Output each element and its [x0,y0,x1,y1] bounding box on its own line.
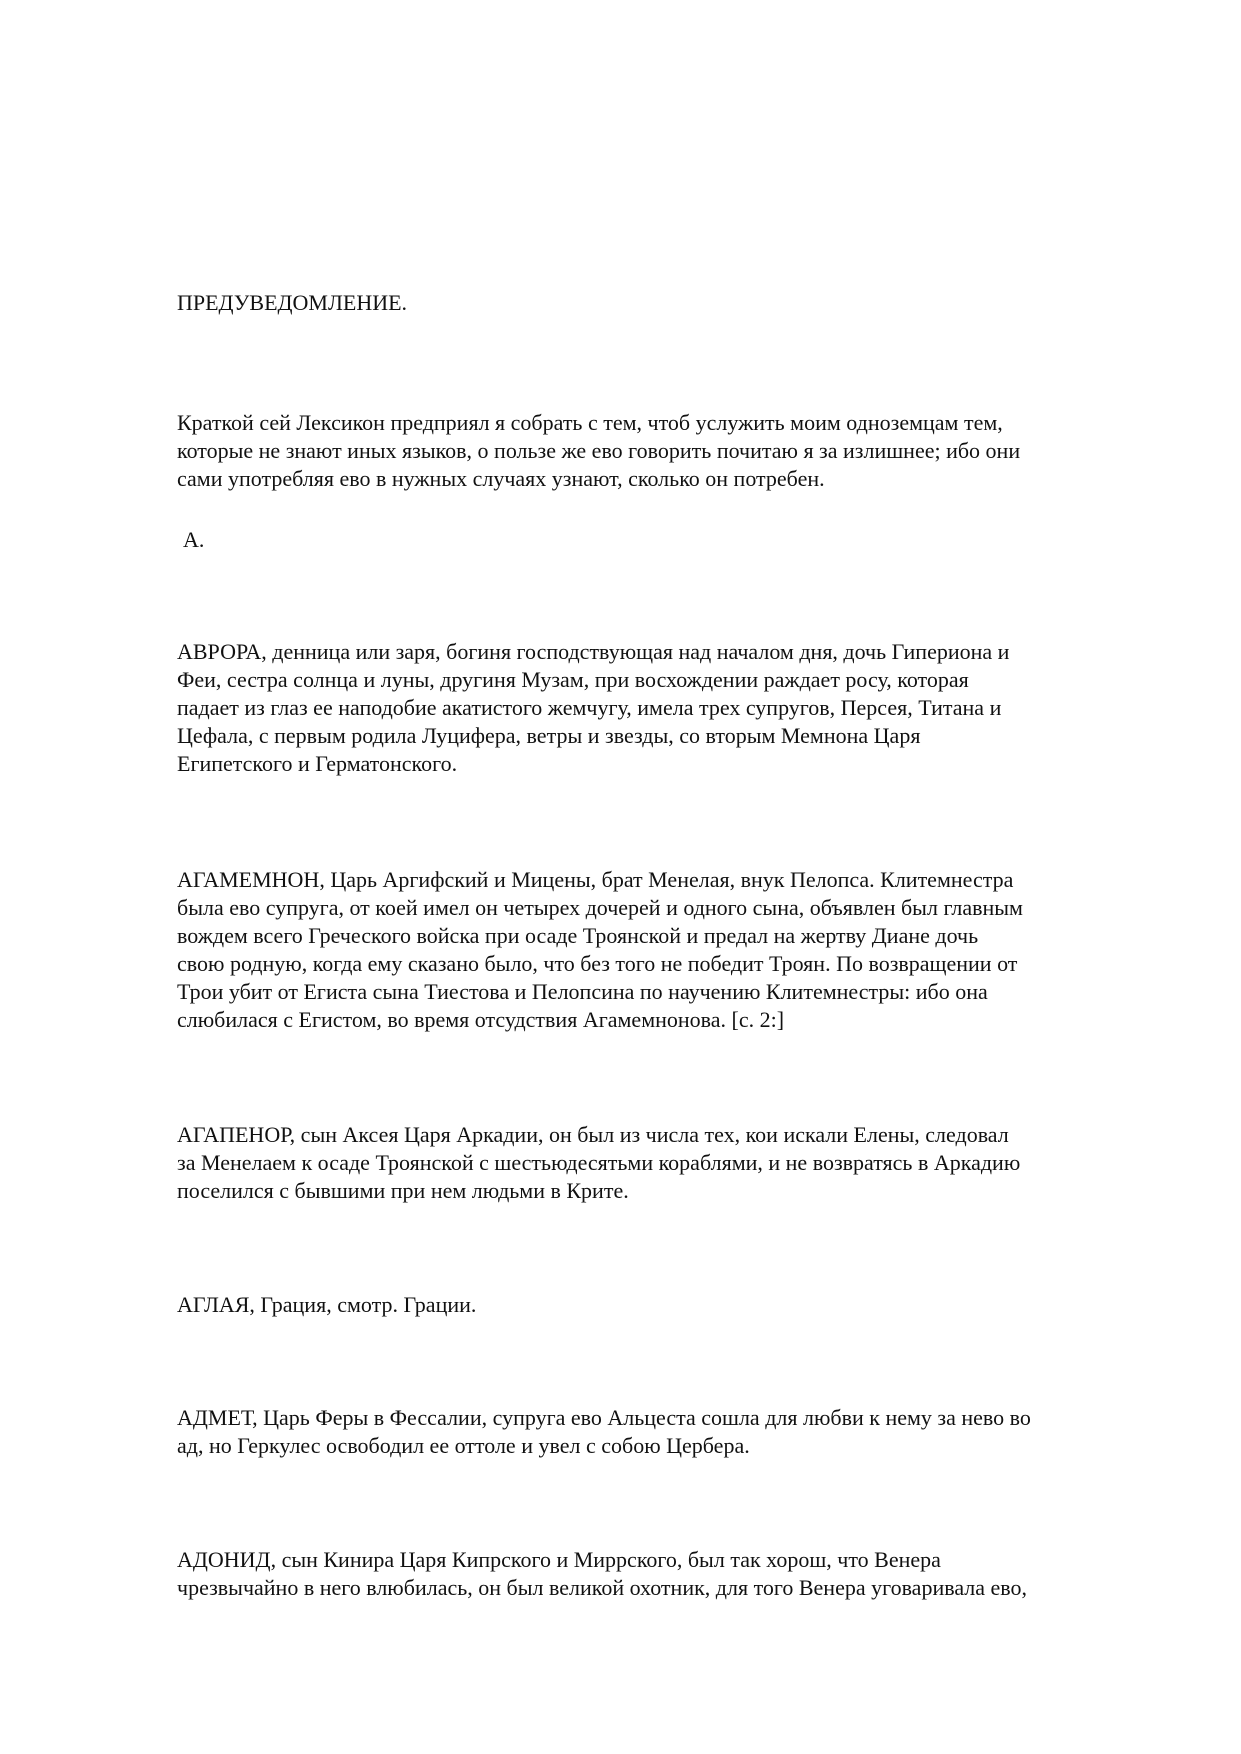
entry-line: поселился с бывшими при нем людьми в Крите. [177,1178,629,1203]
entry-line: за Менелаем к осаде Троянской с шестьюдесятьми кораблями, и не возвратясь в Аркадию [177,1150,1021,1175]
entry-line: чрезвычайно в него влюбилась, он был великой охотник, для того Венера уговаривала ево, [177,1575,1028,1600]
entry-line: АДМЕТ, Царь Феры в Фессалии, супруга ево Альцеста сошла для любви к нему за нево во [177,1405,1031,1430]
entry-line: АГАМЕМНОН, Царь Аргифский и Мицены, брат Менелая, внук Пелопса. Клитемнестра [177,867,1014,892]
intro-line: сами употребляя ево в нужных случаях узнают, сколько он потребен. [177,466,825,491]
entry-line: слюбилася с Егистом, во время отсудствия Агамемнонова. [с. 2:] [177,1007,785,1032]
entry-line: Трои убит от Егиста сына Тиестова и Пелопсина по научению Клитемнестры: ибо она [177,979,988,1004]
entry-line: падает из глаз ее наподобие акатистого жемчугу, имела трех супругов, Персея, Титана и [177,695,1002,720]
entry-line: АГЛАЯ, Грация, смотр. Грации. [177,1292,477,1317]
intro-line: которые не знают иных языков, о пользе же ево говорить почитаю я за излишнее; ибо они [177,438,1021,463]
intro-line: Краткой сей Лексикон предприял я собрать с тем, чтоб услужить моим одноземцам тем, [177,410,1003,435]
entry-line: вождем всего Греческого войска при осаде Троянской и предал на жертву Диане дочь [177,923,979,948]
section-letter: А. [183,527,205,552]
entry-line: АВРОРА, денница или заря, богиня господствующая над началом дня, дочь Гипериона и [177,639,1010,664]
entry-line: Египетского и Герматонского. [177,751,458,776]
entry-line: ад, но Геркулес освободил ее оттоле и увел с собою Цербера. [177,1433,750,1458]
entry-line: АДОНИД, сын Кинира Царя Кипрского и Миррского, был так хорош, что Венера [177,1547,941,1572]
entry-line: Цефала, с первым родила Луцифера, ветры и звезды, со вторым Мемнона Царя [177,723,921,748]
entry-line: Феи, сестра солнца и луны, другиня Музам, при восхождении раждает росу, которая [177,667,969,692]
entry-line: была ево супруга, от коей имел он четырех дочерей и одного сына, объявлен был главным [177,895,1023,920]
page-title: ПРЕДУВЕДОМЛЕНИЕ. [177,290,408,315]
entry-line: АГАПЕНОР, сын Аксея Царя Аркадии, он был из числа тех, кои искали Елены, следовал [177,1122,1009,1147]
entry-line: свою родную, когда ему сказано было, что без того не победит Троян. По возвращении от [177,951,1018,976]
